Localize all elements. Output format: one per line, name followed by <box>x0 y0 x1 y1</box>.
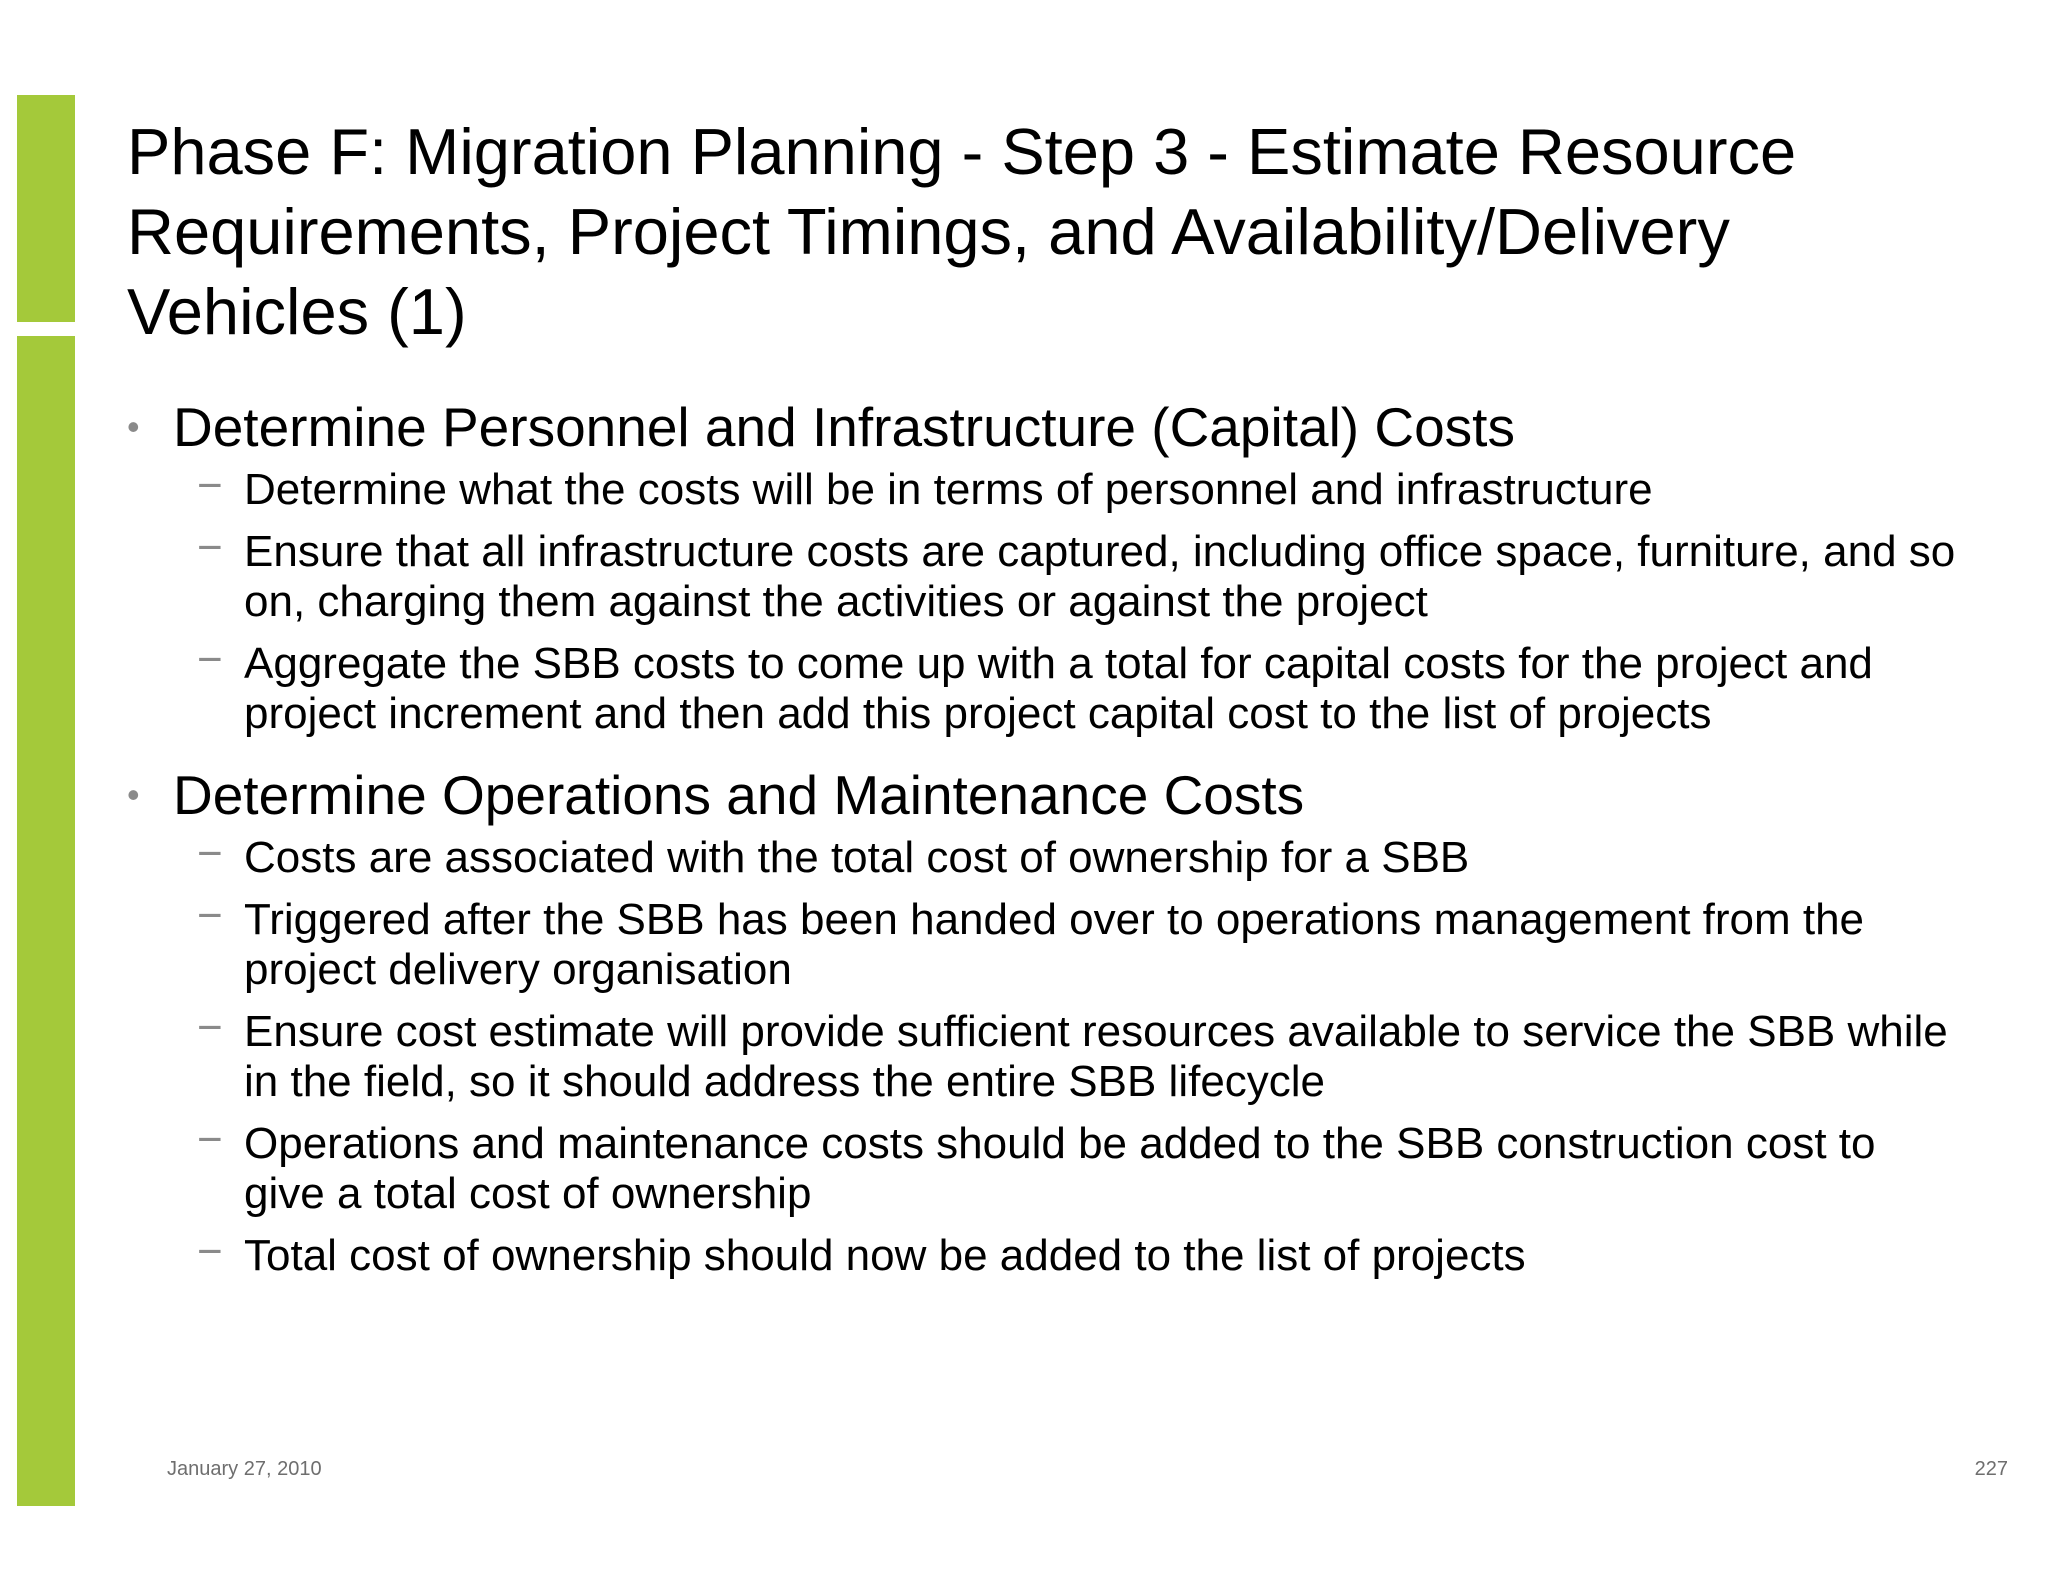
list-item-text: Aggregate the SBB costs to come up with a total for capital costs for the project and project increment and then add this project capital cost to the list of projects <box>244 639 1873 738</box>
list-item <box>127 461 1967 515</box>
list-item-text: Costs are associated with the total cost of ownership for a SBB <box>244 833 1470 882</box>
dash-icon: − <box>197 891 223 940</box>
list-item <box>127 1115 1967 1219</box>
dash-icon: − <box>197 523 223 572</box>
list-item <box>127 1227 1967 1281</box>
list-item-text: Ensure that all infrastructure costs are captured, including office space, furniture, and so on, charging them against the activities or against the project <box>244 527 1956 626</box>
dash-icon: − <box>197 1227 223 1276</box>
dash-icon: − <box>197 1115 223 1164</box>
list-item-text: Operations and maintenance costs should be added to the SBB construction cost to give a total cost of ownership <box>244 1119 1876 1218</box>
section-heading <box>127 761 1967 829</box>
slide-content <box>127 393 1967 1293</box>
bullet-icon: • <box>127 406 140 447</box>
section-capital-costs <box>127 393 1967 739</box>
section-heading-text: Determine Personnel and Infrastructure (Capital) Costs <box>173 396 1515 458</box>
list-item-text: Determine what the costs will be in terms of personnel and infrastructure <box>244 465 1653 514</box>
dash-icon: − <box>197 1003 223 1052</box>
section-heading <box>127 393 1967 461</box>
dash-icon: − <box>197 461 223 510</box>
bullet-icon: • <box>127 774 140 815</box>
page-number: 227 <box>1974 1458 2008 1480</box>
sub-list <box>127 461 1967 739</box>
dash-icon: − <box>197 635 223 684</box>
slide-title: Phase F: Migration Planning - Step 3 - Estimate Resource Requirements, Project Timings, and Availability/Delivery Vehicles (1) <box>127 115 1797 348</box>
list-item-text: Triggered after the SBB has been handed over to operations management from the project delivery organisation <box>244 895 1865 994</box>
list-item <box>127 523 1967 627</box>
sub-list <box>127 829 1967 1281</box>
footer-date: January 27, 2010 <box>167 1458 322 1480</box>
dash-icon: − <box>197 829 223 878</box>
accent-bar-top <box>17 95 75 322</box>
list-item-text: Total cost of ownership should now be added to the list of projects <box>244 1231 1526 1280</box>
list-item <box>127 891 1967 995</box>
list-item <box>127 1003 1967 1107</box>
section-operations-costs <box>127 761 1967 1281</box>
list-item-text: Ensure cost estimate will provide sufficient resources available to service the SBB while in the field, so it should address the entire SBB lifecycle <box>244 1007 1948 1106</box>
list-item <box>127 635 1967 739</box>
list-item <box>127 829 1967 883</box>
accent-bar-bottom <box>17 336 75 1506</box>
section-heading-text: Determine Operations and Maintenance Costs <box>173 764 1305 826</box>
